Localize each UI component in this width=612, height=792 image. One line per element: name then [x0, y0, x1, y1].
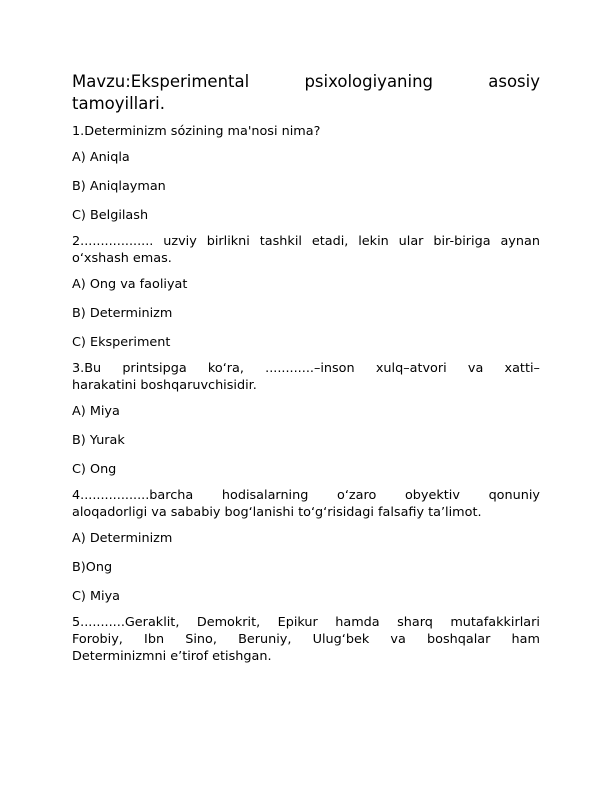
- word: o‘zaro: [337, 488, 377, 503]
- question-4: [72, 487, 540, 521]
- word: Epikur: [277, 615, 318, 630]
- word: boshqalar: [427, 632, 491, 647]
- word: va: [390, 632, 406, 647]
- question-5-line-2: [72, 631, 540, 648]
- word: 4.................barcha: [72, 488, 194, 503]
- word: Ibn: [144, 632, 165, 647]
- question-5: [72, 614, 540, 665]
- word: sharq: [397, 615, 433, 630]
- question-2-line-1: [72, 233, 540, 250]
- title-word: Mavzu:Eksperimental: [72, 72, 250, 91]
- question-3-line-2: harakatini boshqaruvchisidir.: [72, 378, 257, 393]
- word: uzviy: [163, 234, 197, 249]
- option-3b: B) Yurak: [72, 433, 125, 448]
- question-1: 1.Determinizm sózining ma'nosi nima?: [72, 124, 321, 139]
- option-4b: B)Ong: [72, 560, 113, 575]
- option-3a: A) Miya: [72, 404, 120, 419]
- word: ko‘ra,: [207, 361, 244, 376]
- word: mutafakkirlari: [450, 615, 540, 630]
- question-5-line-1: [72, 614, 540, 631]
- option-2c: C) Eksperiment: [72, 335, 171, 350]
- title-word: asosiy: [488, 72, 540, 91]
- document-page: [72, 71, 540, 674]
- question-4-line-1: [72, 487, 540, 504]
- word: obyektiv: [404, 488, 460, 503]
- question-3: [72, 360, 540, 394]
- word: 2..................: [72, 234, 154, 249]
- word: hamda: [335, 615, 380, 630]
- word: Demokrit,: [196, 615, 261, 630]
- question-2-line-2: o‘xshash emas.: [72, 251, 172, 266]
- option-1c: C) Belgilash: [72, 208, 149, 223]
- option-3c: C) Ong: [72, 462, 117, 477]
- option-4c: C) Miya: [72, 589, 121, 604]
- word: xulq–atvori: [375, 361, 447, 376]
- word: hodisalarning: [221, 488, 309, 503]
- option-2b: B) Determinizm: [72, 306, 173, 321]
- word: va: [467, 361, 484, 376]
- word: 5...........Geraklit,: [72, 615, 180, 630]
- title-line-2: tamoyillari.: [72, 94, 165, 113]
- option-2a: A) Ong va faoliyat: [72, 277, 188, 292]
- word: qonuniy: [488, 488, 540, 503]
- word: xatti–: [504, 361, 540, 376]
- title-line-1: [72, 71, 540, 93]
- word: Sino,: [185, 632, 217, 647]
- word: Beruniy,: [238, 632, 292, 647]
- word: etadi,: [311, 234, 349, 249]
- word: ham: [511, 632, 540, 647]
- option-1a: A) Aniqla: [72, 150, 130, 165]
- document-title: [72, 71, 540, 115]
- word: ............–inson: [265, 361, 355, 376]
- question-2: [72, 233, 540, 267]
- word: 3.Bu: [72, 361, 102, 376]
- word: birlikni: [206, 234, 250, 249]
- question-4-line-2: aloqadorligi va sababiy bog‘lanishi to‘g‘risidagi falsafiy ta’limot.: [72, 505, 482, 520]
- option-4a: A) Determinizm: [72, 531, 173, 546]
- word: Ulug‘bek: [312, 632, 370, 647]
- question-5-line-3: Determinizmni e’tirof etishgan.: [72, 649, 272, 664]
- word: aynan: [500, 234, 540, 249]
- word: tashkil: [259, 234, 302, 249]
- word: lekin: [358, 234, 389, 249]
- word: ular: [398, 234, 424, 249]
- title-word: psixologiyaning: [304, 72, 434, 91]
- question-3-line-1: [72, 360, 540, 377]
- word: bir-biriga: [433, 234, 491, 249]
- word: printsipga: [122, 361, 187, 376]
- word: Forobiy,: [72, 632, 123, 647]
- option-1b: B) Aniqlayman: [72, 179, 166, 194]
